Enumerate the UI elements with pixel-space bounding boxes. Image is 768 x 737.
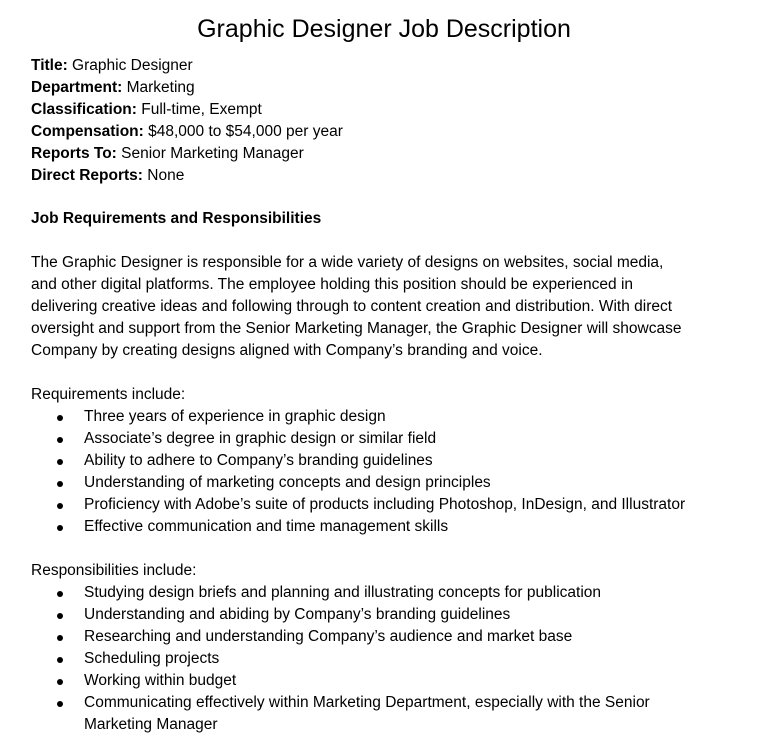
list-item-text: Working within budget — [84, 672, 237, 689]
list-item — [31, 450, 685, 472]
bullet-icon — [57, 657, 63, 663]
list-item-text: Understanding and abiding by Company’s branding guidelines — [84, 606, 511, 623]
list-item-text: Understanding of marketing concepts and design principles — [84, 474, 491, 491]
field-value: $48,000 to $54,000 per year — [143, 123, 343, 140]
intro-line: oversight and support from the Senior Marketing Manager, the Graphic Designer will showcase — [31, 320, 682, 337]
bullet-icon — [57, 415, 63, 421]
intro-line: delivering creative ideas and following through to content creation and distribution. With direct — [31, 298, 673, 315]
bullet-icon — [57, 525, 63, 531]
field-label: Direct Reports: — [31, 167, 143, 184]
list-item — [31, 406, 685, 428]
field-classification — [31, 99, 343, 121]
field-value: Full-time, Exempt — [136, 101, 262, 118]
list-item-text: Studying design briefs and planning and illustrating concepts for publication — [84, 584, 602, 601]
bullet-icon — [57, 481, 63, 487]
field-department — [31, 77, 343, 99]
list-item — [31, 604, 650, 626]
list-item-text: Researching and understanding Company’s audience and market base — [84, 628, 573, 645]
list-item-text: Effective communication and time management skills — [84, 518, 449, 535]
intro-line: and other digital platforms. The employee holding this position should be experienced in — [31, 276, 634, 293]
field-value: Graphic Designer — [67, 57, 193, 74]
field-label: Reports To: — [31, 145, 117, 162]
document-title: Graphic Designer Job Description — [197, 15, 571, 43]
job-fields — [31, 55, 343, 187]
bullet-icon — [57, 437, 63, 443]
intro-line: Company by creating designs aligned with Company’s branding and voice. — [31, 342, 543, 359]
section-heading: Job Requirements and Responsibilities — [31, 210, 322, 227]
field-reports-to — [31, 143, 343, 165]
list-item — [31, 428, 685, 450]
responsibilities-list — [31, 582, 650, 736]
list-item-text: Ability to adhere to Company’s branding guidelines — [84, 452, 433, 469]
list-item-text: Scheduling projects — [84, 650, 220, 667]
bullet-icon — [57, 701, 63, 707]
field-direct-reports — [31, 165, 343, 187]
list-item-line: Communicating effectively within Marketing Department, especially with the Senior — [84, 694, 650, 711]
list-item-text: Associate’s degree in graphic design or similar field — [84, 430, 437, 447]
field-compensation — [31, 121, 343, 143]
list-item — [31, 648, 650, 670]
field-title — [31, 55, 343, 77]
list-item-line: Marketing Manager — [84, 716, 218, 733]
list-item — [31, 516, 685, 538]
field-label: Classification: — [31, 101, 137, 118]
responsibilities-label: Responsibilities include: — [31, 562, 197, 579]
field-value: Senior Marketing Manager — [116, 145, 304, 162]
list-item — [31, 494, 685, 516]
intro-line: The Graphic Designer is responsible for a wide variety of designs on websites, social media, — [31, 254, 664, 271]
bullet-icon — [57, 613, 63, 619]
list-item — [31, 670, 650, 692]
field-value: Marketing — [122, 79, 195, 96]
list-item-text: Three years of experience in graphic design — [84, 408, 386, 425]
list-item — [31, 472, 685, 494]
list-item-text — [84, 692, 650, 736]
bullet-icon — [57, 503, 63, 509]
field-label: Title: — [31, 57, 68, 74]
requirements-label: Requirements include: — [31, 386, 186, 403]
bullet-icon — [57, 635, 63, 641]
bullet-icon — [57, 591, 63, 597]
list-item — [31, 692, 650, 736]
bullet-icon — [57, 679, 63, 685]
field-value: None — [142, 167, 185, 184]
list-item-text: Proficiency with Adobe’s suite of products including Photoshop, InDesign, and Illustrator — [84, 496, 686, 513]
field-label: Compensation: — [31, 123, 144, 140]
requirements-list — [31, 406, 685, 538]
bullet-icon — [57, 459, 63, 465]
list-item — [31, 626, 650, 648]
list-item — [31, 582, 650, 604]
intro-paragraph — [31, 252, 743, 362]
field-label: Department: — [31, 79, 123, 96]
